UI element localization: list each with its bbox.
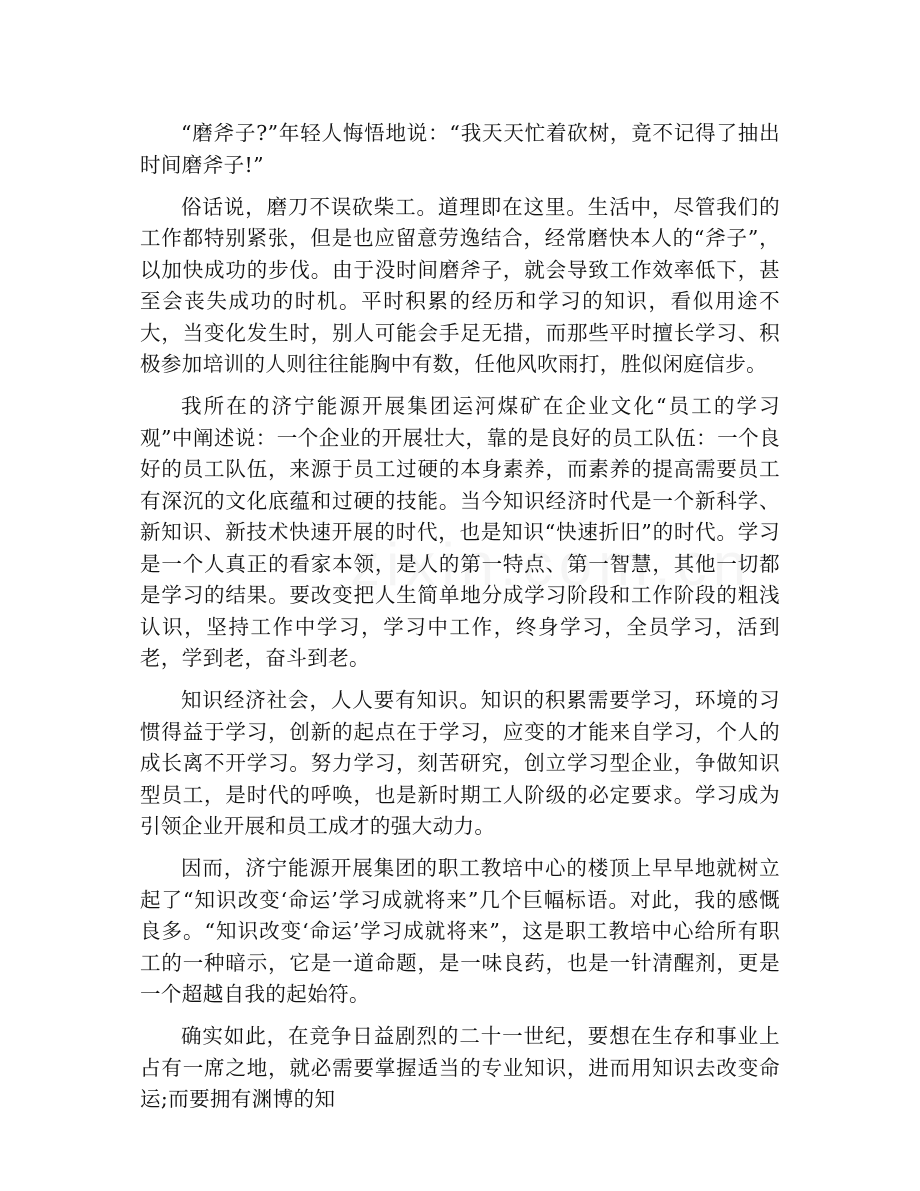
paragraph-5: 因而，济宁能源开展集团的职工教培中心的楼顶上早早地就树立起了“知识改变‘命运’学习成就将来”几个巨幅标语。对此，我的感慨良多。“知识改变‘命运’学习成就将来”，这是职工教培中心给所有职工的一种暗示，它是一道命题，是一味良药，也是一针清醒剂，更是一个超越自我的起始符。 xyxy=(140,856,780,1006)
paragraph-4: 知识经济社会，人人要有知识。知识的积累需要学习，环境的习惯得益于学习，创新的起点在于学习，应变的才能来自学习，个人的成长离不开学习。努力学习，刻苦研究，创立学习型企业，争做知识型员工，是时代的呼唤，也是新时期工人阶级的必定要求。学习成为引领企业开展和员工成才的强大动力。 xyxy=(140,688,780,838)
paragraph-2: 俗话说，磨刀不误砍柴工。道理即在这里。生活中，尽管我们的工作都特别紧张，但是也应留意劳逸结合，经常磨快本人的“斧子”，以加快成功的步伐。由于没时间磨斧子，就会导致工作效率低下，甚至会丧失成功的时机。平时积累的经历和学习的知识，看似用途不大，当变化发生时，别人可能会手足无措，而那些平时擅长学习、积极参加培训的人则往往能胸中有数，任他风吹雨打，胜似闲庭信步。 xyxy=(140,194,780,376)
paragraph-1: “磨斧子?”年轻人悔悟地说：“我天天忙着砍树，竟不记得了抽出时间磨斧子!” xyxy=(140,121,780,177)
paragraph-6: 确实如此，在竞争日益剧烈的二十一世纪，要想在生存和事业上占有一席之地，就必需要掌握适当的专业知识，进而用知识去改变命运;而要拥有渊博的知 xyxy=(140,1024,780,1111)
document-body xyxy=(140,118,780,1126)
paragraph-3: 我所在的济宁能源开展集团运河煤矿在企业文化“员工的学习观”中阐述说：一个企业的开展壮大，靠的是良好的员工队伍：一个良好的员工队伍，来源于员工过硬的本身素养，而素养的提高需要员工有深沉的文化底蕴和过硬的技能。当今知识经济时代是一个新科学、新知识、新技术快速开展的时代，也是知识“快速折旧”的时代。学习是一个人真正的看家本领，是人的第一特点、第一智慧，其他一切都是学习的结果。要改变把人生简单地分成学习阶段和工作阶段的粗浅认识，坚持工作中学习，学习中工作，终身学习，全员学习，活到老，学到老，奋斗到老。 xyxy=(140,394,780,670)
